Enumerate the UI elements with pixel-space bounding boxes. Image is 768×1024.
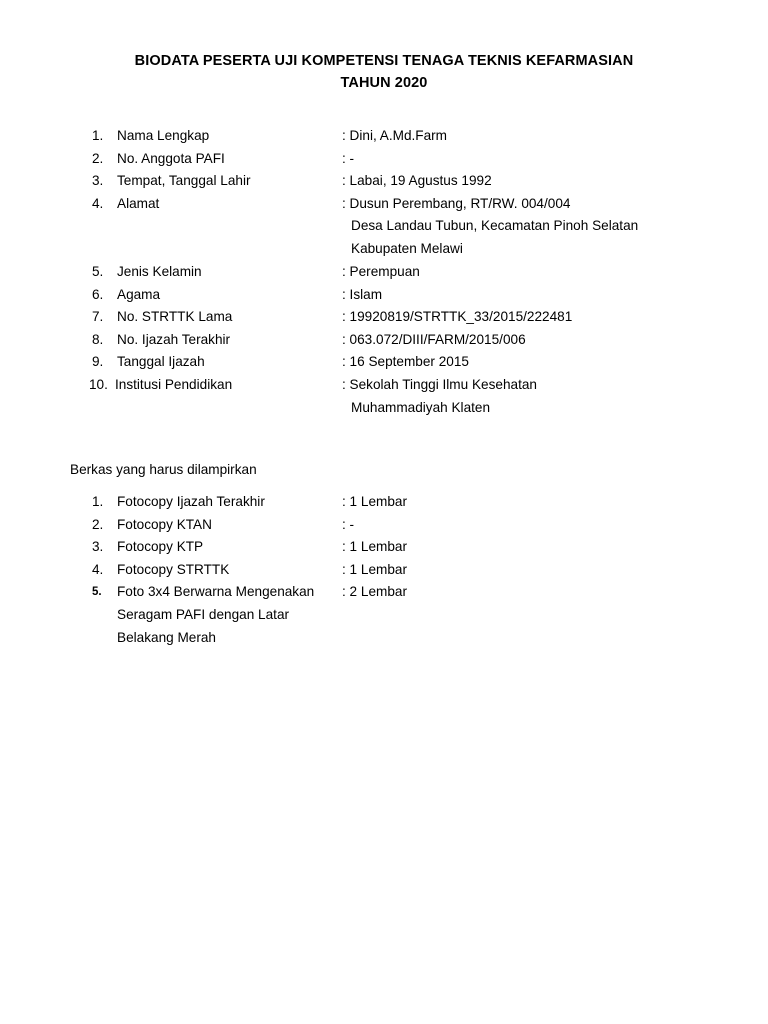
item-number: 1. bbox=[92, 128, 104, 143]
item-number: 2. bbox=[92, 151, 104, 166]
field-value: : Islam bbox=[342, 287, 383, 302]
item-number: 9. bbox=[92, 354, 104, 369]
biodata-row bbox=[0, 125, 768, 147]
field-label: No. Ijazah Terakhir bbox=[117, 332, 231, 347]
biodata-row bbox=[0, 329, 768, 351]
biodata-row bbox=[0, 306, 768, 328]
attachment-row-continuation bbox=[0, 627, 768, 649]
attachment-label: Foto 3x4 Berwarna Mengenakan bbox=[117, 584, 315, 599]
field-value: : Sekolah Tinggi Ilmu Kesehatan bbox=[342, 377, 537, 392]
field-value: : Labai, 19 Agustus 1992 bbox=[342, 173, 492, 188]
attachment-row bbox=[0, 514, 768, 536]
field-label: Alamat bbox=[117, 196, 160, 211]
biodata-row bbox=[0, 148, 768, 170]
item-number: 6. bbox=[92, 287, 104, 302]
biodata-row bbox=[0, 374, 768, 396]
item-number: 3. bbox=[92, 539, 104, 554]
attachment-label-continuation: Seragam PAFI dengan Latar bbox=[117, 607, 290, 622]
field-value: : 063.072/DIII/FARM/2015/006 bbox=[342, 332, 526, 347]
attachment-value: : 2 Lembar bbox=[342, 584, 407, 599]
item-number: 5. bbox=[92, 264, 104, 279]
biodata-row bbox=[0, 193, 768, 215]
attachment-value: : - bbox=[342, 517, 355, 532]
item-number: 8. bbox=[92, 332, 104, 347]
item-number: 3. bbox=[92, 173, 104, 188]
attachment-label: Fotocopy KTP bbox=[117, 539, 204, 554]
field-label: Tanggal Ijazah bbox=[117, 354, 205, 369]
field-label: Jenis Kelamin bbox=[117, 264, 202, 279]
document-title-line2: TAHUN 2020 bbox=[340, 75, 428, 91]
field-value: : Perempuan bbox=[342, 264, 420, 279]
attachment-row bbox=[0, 491, 768, 513]
item-number: 4. bbox=[92, 562, 104, 577]
field-value-continuation: Desa Landau Tubun, Kecamatan Pinoh Selatan bbox=[351, 218, 639, 233]
document-title-line1: BIODATA PESERTA UJI KOMPETENSI TENAGA TEKNIS KEFARMASIAN bbox=[134, 53, 634, 69]
item-number: 1. bbox=[92, 494, 104, 509]
attachment-label: Fotocopy KTAN bbox=[117, 517, 212, 532]
field-value-continuation: Kabupaten Melawi bbox=[351, 241, 463, 256]
field-value: : 16 September 2015 bbox=[342, 354, 469, 369]
item-number: 4. bbox=[92, 196, 104, 211]
attachment-label: Fotocopy STRTTK bbox=[117, 562, 230, 577]
biodata-row-continuation bbox=[0, 397, 768, 419]
attachment-value: : 1 Lembar bbox=[342, 539, 407, 554]
attachment-row bbox=[0, 581, 768, 603]
item-number: 5. bbox=[92, 586, 102, 598]
field-label: Institusi Pendidikan bbox=[115, 377, 233, 392]
biodata-row bbox=[0, 284, 768, 306]
field-value-continuation: Muhammadiyah Klaten bbox=[351, 400, 491, 415]
attachments-heading: Berkas yang harus dilampirkan bbox=[70, 462, 257, 477]
field-value: : - bbox=[342, 151, 355, 166]
attachment-row bbox=[0, 536, 768, 558]
item-number: 10. bbox=[89, 377, 108, 392]
biodata-row-continuation bbox=[0, 238, 768, 260]
attachment-label: Fotocopy Ijazah Terakhir bbox=[117, 494, 265, 509]
item-number: 7. bbox=[92, 309, 104, 324]
biodata-row bbox=[0, 261, 768, 283]
field-value: : Dusun Perembang, RT/RW. 004/004 bbox=[342, 196, 571, 211]
biodata-row-continuation bbox=[0, 215, 768, 237]
attachment-row-continuation bbox=[0, 604, 768, 626]
biodata-row bbox=[0, 351, 768, 373]
field-label: Tempat, Tanggal Lahir bbox=[117, 173, 251, 188]
attachment-value: : 1 Lembar bbox=[342, 562, 407, 577]
field-label: Agama bbox=[117, 287, 161, 302]
field-value: : 19920819/STRTTK_33/2015/222481 bbox=[342, 309, 573, 324]
field-label: No. Anggota PAFI bbox=[117, 151, 225, 166]
item-number: 2. bbox=[92, 517, 104, 532]
biodata-row bbox=[0, 170, 768, 192]
field-label: No. STRTTK Lama bbox=[117, 309, 233, 324]
field-label: Nama Lengkap bbox=[117, 128, 210, 143]
field-value: : Dini, A.Md.Farm bbox=[342, 128, 447, 143]
attachment-row bbox=[0, 559, 768, 581]
attachment-label-continuation: Belakang Merah bbox=[117, 630, 216, 645]
attachment-value: : 1 Lembar bbox=[342, 494, 407, 509]
